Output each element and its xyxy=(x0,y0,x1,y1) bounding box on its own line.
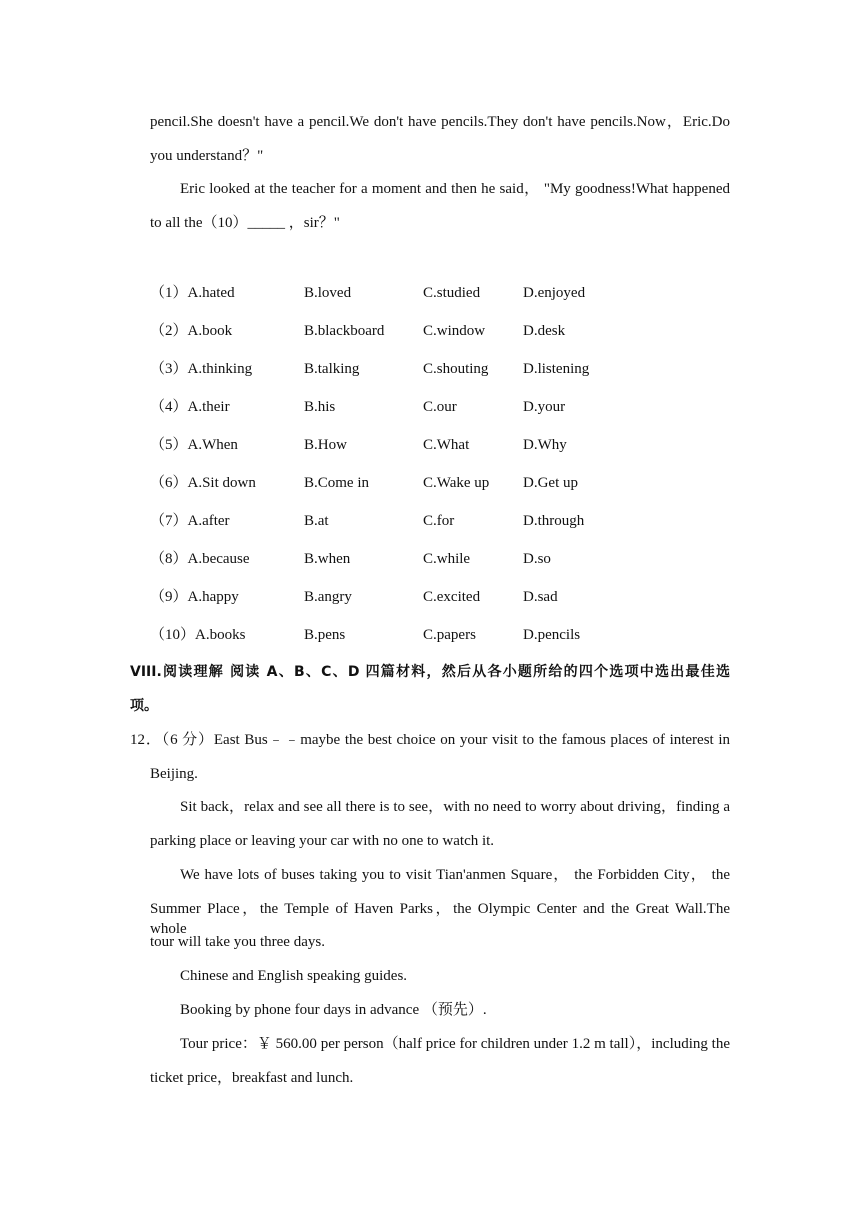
option-a: （7）A.after xyxy=(150,513,230,529)
option-d: D.so xyxy=(523,551,551,567)
option-c: C.studied xyxy=(423,285,481,301)
option-row xyxy=(150,587,750,607)
option-c: C.window xyxy=(423,323,486,339)
section-heading-cont: 项。 xyxy=(130,698,158,714)
option-a: （4）A.their xyxy=(150,399,230,415)
passage-line: Sit back，relax and see all there is to see，with no need to worry about driving，finding a xyxy=(180,799,730,815)
option-b: B.blackboard xyxy=(304,323,385,339)
option-a: （8）A.because xyxy=(150,551,250,567)
passage-line: to all the（10）_____ ，sir？" xyxy=(150,215,340,231)
option-a: （9）A.happy xyxy=(150,589,239,605)
passage-line: Booking by phone four days in advance （预先）. xyxy=(180,1002,487,1018)
option-row xyxy=(150,549,750,569)
option-a: （1）A.hated xyxy=(150,285,235,301)
option-d: D.your xyxy=(523,399,566,415)
option-row xyxy=(150,625,750,645)
option-c: C.our xyxy=(423,399,457,415)
option-c: C.for xyxy=(423,513,455,529)
option-row xyxy=(150,321,750,341)
option-b: B.pens xyxy=(304,627,346,643)
option-b: B.when xyxy=(304,551,351,567)
option-row xyxy=(150,473,750,493)
option-c: C.Wake up xyxy=(423,475,490,491)
option-b: B.Come in xyxy=(304,475,370,491)
option-d: D.enjoyed xyxy=(523,285,586,301)
passage-line: parking place or leaving your car with no one to watch it. xyxy=(150,833,495,849)
passage-line: Chinese and English speaking guides. xyxy=(180,968,408,984)
option-row xyxy=(150,283,750,303)
passage-line: Summer Place，the Temple of Haven Parks，the Olympic Center and the Great Wall.The whole xyxy=(150,901,730,937)
option-row xyxy=(150,397,750,417)
option-b: B.angry xyxy=(304,589,352,605)
option-b: B.talking xyxy=(304,361,360,377)
option-a: （5）A.When xyxy=(150,437,238,453)
option-d: D.through xyxy=(523,513,585,529)
option-a: （2）A.book xyxy=(150,323,233,339)
option-d: D.pencils xyxy=(523,627,581,643)
option-row xyxy=(150,435,750,455)
option-b: B.his xyxy=(304,399,336,415)
passage-line: you understand？" xyxy=(150,148,264,164)
option-c: C.papers xyxy=(423,627,476,643)
option-row xyxy=(150,359,750,379)
option-d: D.Why xyxy=(523,437,567,453)
passage-line: tour will take you three days. xyxy=(150,934,325,950)
option-c: C.What xyxy=(423,437,470,453)
option-c: C.excited xyxy=(423,589,481,605)
passage-line: pencil.She doesn't have a pencil.We don't have pencils.They don't have pencils.Now，Eric.Do xyxy=(150,114,730,130)
option-b: B.How xyxy=(304,437,347,453)
option-row xyxy=(150,511,750,531)
option-d: D.Get up xyxy=(523,475,578,491)
passage-line: Tour price：￥ 560.00 per person（half price for children under 1.2 m tall），including the xyxy=(180,1036,730,1052)
passage-line: Eric looked at the teacher for a moment and then he said， "My goodness!What happened xyxy=(180,181,730,197)
passage-line: Beijing. xyxy=(150,766,198,782)
option-a: （3）A.thinking xyxy=(150,361,253,377)
option-d: D.desk xyxy=(523,323,566,339)
option-b: B.loved xyxy=(304,285,352,301)
passage-line: ticket price，breakfast and lunch. xyxy=(150,1070,354,1086)
option-d: D.listening xyxy=(523,361,590,377)
option-a: （6）A.Sit down xyxy=(150,475,256,491)
option-c: C.shouting xyxy=(423,361,489,377)
question-12-stem: 12．（6 分）East Bus﹣﹣maybe the best choice on your visit to the famous places of interest in xyxy=(130,732,730,748)
option-b: B.at xyxy=(304,513,329,529)
option-a: （10）A.books xyxy=(150,627,246,643)
section-heading: VIII.阅读理解 阅读 A、B、C、D 四篇材料，然后从各小题所给的四个选项中选出最佳选 xyxy=(130,664,730,680)
passage-line: We have lots of buses taking you to visit Tian'anmen Square， the Forbidden City， the xyxy=(180,867,730,883)
option-c: C.while xyxy=(423,551,471,567)
option-d: D.sad xyxy=(523,589,558,605)
